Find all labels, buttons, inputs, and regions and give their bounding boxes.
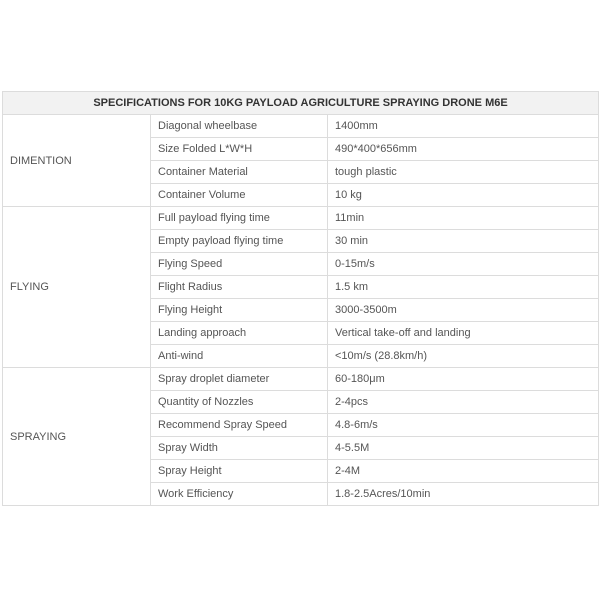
spec-label: Quantity of Nozzles <box>151 391 328 414</box>
spec-label: Diagonal wheelbase <box>151 115 328 138</box>
spec-label: Spray Width <box>151 437 328 460</box>
table-row <box>3 115 599 138</box>
spec-body <box>3 115 599 506</box>
spec-value: 1.5 km <box>328 276 599 299</box>
spec-value: Vertical take-off and landing <box>328 322 599 345</box>
spec-label: Size Folded L*W*H <box>151 138 328 161</box>
spec-label: Container Material <box>151 161 328 184</box>
spec-value: 60-180μm <box>328 368 599 391</box>
spec-value: 0-15m/s <box>328 253 599 276</box>
spec-label: Container Volume <box>151 184 328 207</box>
spec-label: Work Efficiency <box>151 483 328 506</box>
spec-label: Spray droplet diameter <box>151 368 328 391</box>
table-row <box>3 368 599 391</box>
spec-value: 490*400*656mm <box>328 138 599 161</box>
group-label: FLYING <box>3 207 151 368</box>
group-label: DIMENTION <box>3 115 151 207</box>
spec-title: SPECIFICATIONS FOR 10KG PAYLOAD AGRICULTURE SPRAYING DRONE M6E <box>3 92 599 115</box>
spec-value: 2-4M <box>328 460 599 483</box>
spec-label: Anti-wind <box>151 345 328 368</box>
spec-table <box>2 91 599 506</box>
table-row <box>3 207 599 230</box>
spec-value: 1.8-2.5Acres/10min <box>328 483 599 506</box>
spec-label: Flight Radius <box>151 276 328 299</box>
group-label: SPRAYING <box>3 368 151 506</box>
spec-value: tough plastic <box>328 161 599 184</box>
spec-label: Empty payload flying time <box>151 230 328 253</box>
spec-label: Flying Speed <box>151 253 328 276</box>
spec-label: Flying Height <box>151 299 328 322</box>
spec-value: 3000-3500m <box>328 299 599 322</box>
spec-value: 1400mm <box>328 115 599 138</box>
spec-value: 4.8-6m/s <box>328 414 599 437</box>
spec-value: 2-4pcs <box>328 391 599 414</box>
spec-label: Spray Height <box>151 460 328 483</box>
spec-title-row <box>3 92 599 115</box>
spec-value: <10m/s (28.8km/h) <box>328 345 599 368</box>
spec-value: 30 min <box>328 230 599 253</box>
spec-value: 10 kg <box>328 184 599 207</box>
spec-value: 4-5.5M <box>328 437 599 460</box>
spec-value: 11min <box>328 207 599 230</box>
spec-label: Recommend Spray Speed <box>151 414 328 437</box>
spec-label: Full payload flying time <box>151 207 328 230</box>
spec-label: Landing approach <box>151 322 328 345</box>
spec-table-container <box>2 91 598 506</box>
